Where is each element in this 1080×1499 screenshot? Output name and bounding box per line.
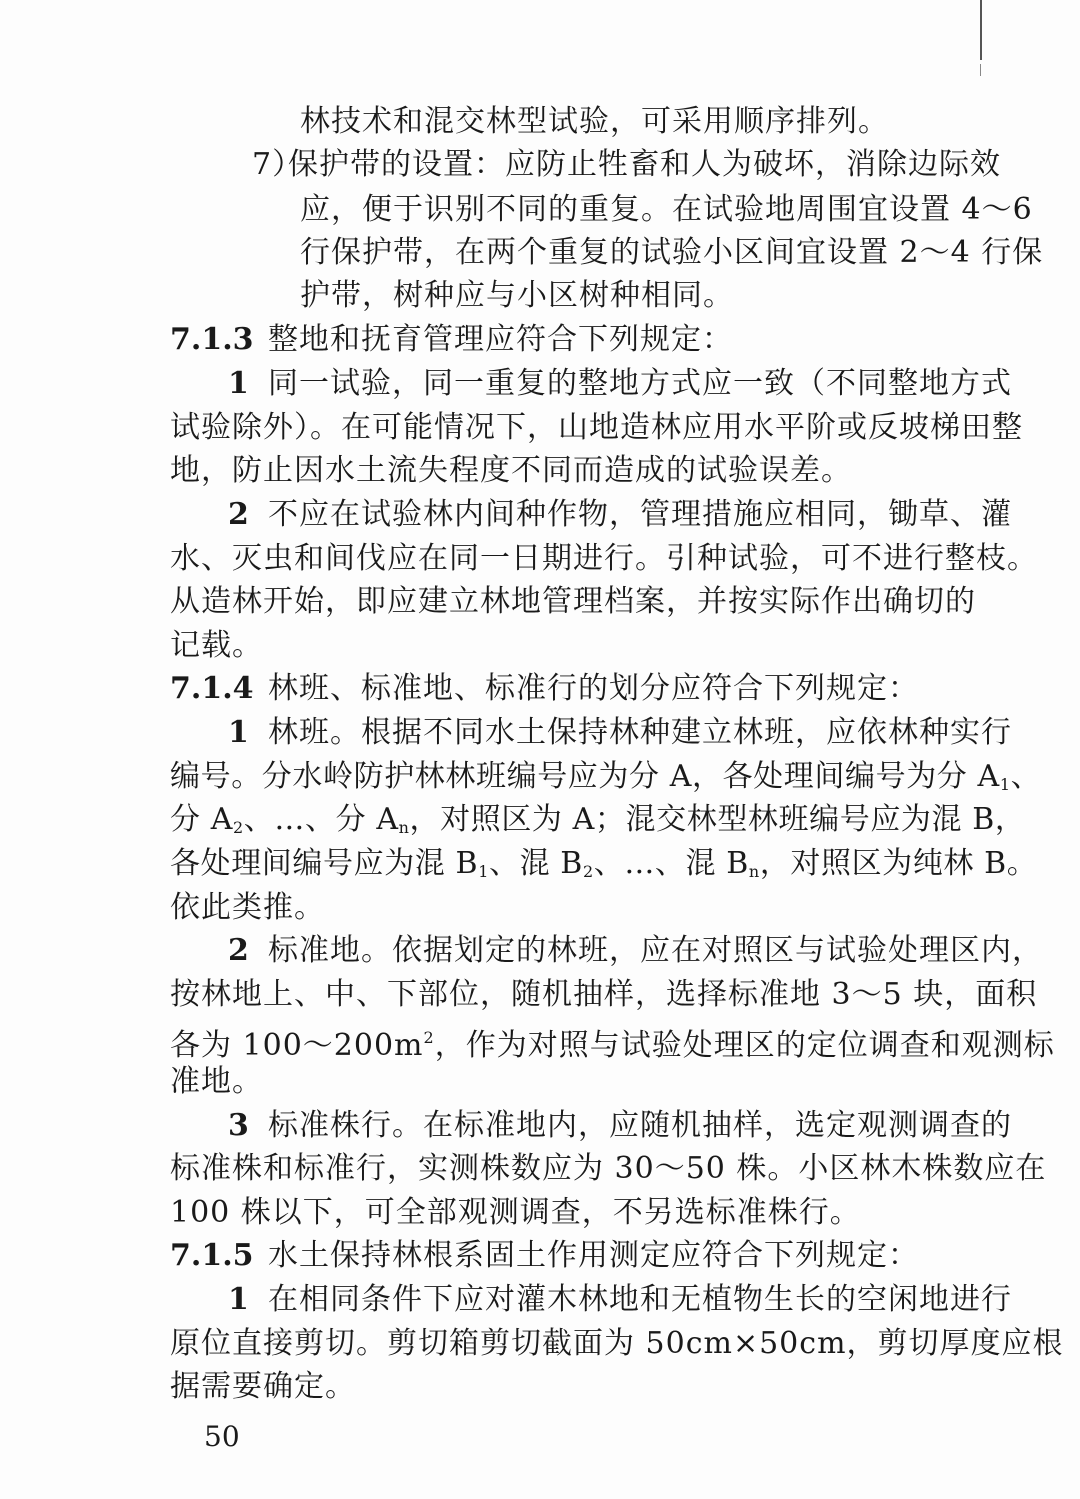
text-line: 100 株以下，可全部观测调查，不另选标准株行。 [170, 1195, 861, 1230]
text-line: 护带，树种应与小区树种相同。 [300, 278, 734, 313]
text-line: 编号。分水岭防护林林班编号应为分 A，各处理间编号为分 $A_1$、 [170, 759, 1042, 794]
item-number: 1 [228, 366, 250, 401]
text-line: 分 $A_2$、…、分 $A_n$，对照区为 A；混交林型林班编号应为混 B， [170, 802, 1026, 837]
text-line: 各为 $100\sim 200m^2$，作为对照与试验处理区的定位调查和观测标 [170, 1028, 1055, 1063]
text-line: 试验除外）。在可能情况下，山地造林应用水平阶或反坡梯田整 [170, 410, 1023, 445]
text-line: 标准株和标准行，实测株数应为 30～50 株。小区林木株数应在 [170, 1151, 1047, 1186]
item-number: 1 [228, 715, 250, 750]
list-item-1: 1 同一试验，同一重复的整地方式应一致（不同整地方式 [228, 362, 970, 406]
list-item-7: 7）保护带的设置：应防止牲畜和人为破坏，消除边际效 [252, 143, 970, 187]
text-line: 记载。 [170, 628, 263, 663]
list-item-number: 7） [252, 147, 304, 182]
text-line: 应，便于识别不同的重复。在试验地周围宜设置 4～6 [300, 192, 1033, 227]
clause-number: 7.1.5 [170, 1238, 254, 1273]
text-line: 据需要确定。 [170, 1369, 356, 1404]
text-line: 水、灭虫和间伐应在同一日期进行。引种试验，可不进行整枝。 [170, 541, 1038, 576]
text-line: 准地。 [170, 1064, 263, 1099]
clause-number: 7.1.3 [170, 322, 254, 357]
clause-7-1-5: 7.1.5 水土保持林根系固土作用测定应符合下列规定： [170, 1234, 970, 1278]
list-item-1: 1 在相同条件下应对灌木林地和无植物生长的空闲地进行 [228, 1278, 970, 1322]
text-line: 原位直接剪切。剪切箱剪切截面为 50cm×50cm，剪切厚度应根 [170, 1326, 1064, 1361]
clause-7-1-3: 7.1.3 整地和抚育管理应符合下列规定： [170, 318, 970, 362]
text-line: 地，防止因水土流失程度不同而造成的试验误差。 [170, 453, 852, 488]
scan-edge-mark-small [980, 64, 981, 76]
list-item-3: 3 标准株行。在标准地内，应随机抽样，选定观测调查的 [228, 1104, 970, 1148]
page-number: 50 [204, 1420, 240, 1453]
text-line: 从造林开始，即应建立林地管理档案，并按实际作出确切的 [170, 584, 976, 619]
text-line: 按林地上、中、下部位，随机抽样，选择标准地 3～5 块，面积 [170, 977, 1038, 1012]
clause-7-1-4: 7.1.4 林班、标准地、标准行的划分应符合下列规定： [170, 667, 970, 711]
item-number: 2 [228, 497, 250, 532]
item-number: 3 [228, 1108, 250, 1143]
text-line: 林技术和混交林型试验，可采用顺序排列。 [300, 104, 889, 139]
list-item-1: 1 林班。根据不同水土保持林种建立林班，应依林种实行 [228, 711, 970, 755]
item-number: 2 [228, 933, 250, 968]
text-line: 行保护带，在两个重复的试验小区间宜设置 2～4 行保 [300, 235, 1044, 270]
item-number: 1 [228, 1282, 250, 1317]
clause-number: 7.1.4 [170, 671, 254, 706]
list-item-2: 2 标准地。依据划定的林班，应在对照区与试验处理区内， [228, 929, 970, 973]
text-line: 依此类推。 [170, 890, 325, 925]
text-line: 各处理间编号应为混 $B_1$、混 $B_2$、…、混 $B_n$，对照区为纯林 B。 [170, 846, 1038, 881]
list-item-2: 2 不应在试验林内间种作物，管理措施应相同，锄草、灌 [228, 493, 970, 537]
scan-edge-mark [980, 0, 982, 60]
